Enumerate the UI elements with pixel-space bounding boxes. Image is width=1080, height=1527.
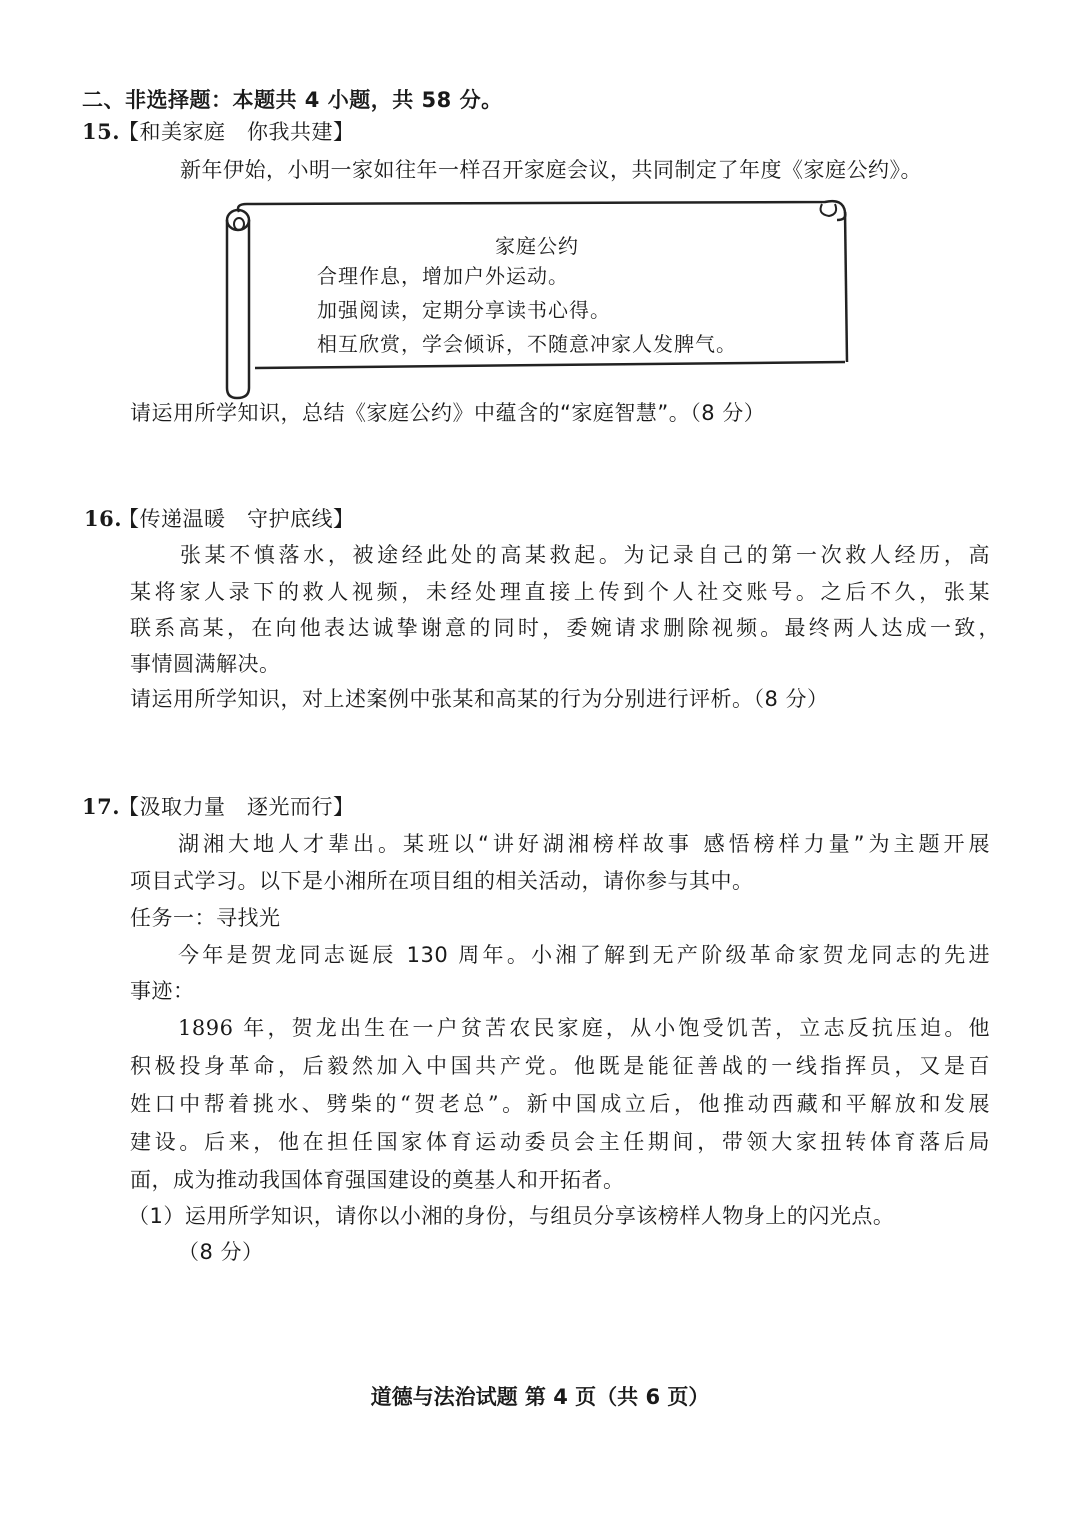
scroll-item: 合理作息，增加户外运动。 [317, 264, 569, 288]
q15-question: 请运用所学知识，总结《家庭公约》中蕴含的“家庭智慧”。（8 分） [130, 401, 766, 425]
q16-paragraph-line: 联系高某，在向他表达诚挚谢意的同时，委婉请求删除视频。最终两人达成一致， [130, 616, 1000, 640]
q16-paragraph-line: 某将家人录下的救人视频，未经处理直接上传到个人社交账号。之后不久，张某 [130, 580, 990, 604]
q16-paragraph-line: 张某不慎落水，被途经此处的高某救起。为记录自己的第一次救人经历，高 [180, 543, 990, 567]
q17-story-line: 积极投身革命，后毅然加入中国共产党。他既是能征善战的一线指挥员，又是百 [130, 1054, 990, 1078]
q17-story-line: 建设。后来，他在担任国家体育运动委员会主任期间，带领大家扭转体育落后局 [130, 1130, 990, 1154]
scroll-item: 加强阅读，定期分享读书心得。 [317, 298, 611, 322]
q15-title: 【和美家庭 你我共建】 [118, 120, 355, 144]
q16-title: 【传递温暖 守护底线】 [118, 507, 355, 531]
q17-story-line: 面，成为推动我国体育强国建设的奠基人和开拓者。 [130, 1168, 625, 1192]
q17-story-line: 1896 年，贺龙出生在一户贫苦农民家庭，从小饱受饥苦，立志反抗压迫。他 [178, 1016, 990, 1040]
scroll-item: 相互欣赏，学会倾诉，不随意冲家人发脾气。 [317, 332, 737, 356]
scroll-frame-icon [215, 190, 855, 400]
q17-intro-line: 湖湘大地人才辈出。某班以“讲好湖湘榜样故事 感悟榜样力量”为主题开展 [178, 832, 990, 856]
q17-number: 17. [82, 794, 121, 819]
q17-task: 任务一：寻找光 [130, 906, 281, 930]
family-pact-scroll [215, 190, 855, 400]
q17-story-line: 姓口中帮着挑水、劈柴的“贺老总”。新中国成立后，他推动西藏和平解放和发展 [130, 1092, 990, 1116]
q16-question: 请运用所学知识，对上述案例中张某和高某的行为分别进行评析。（8 分） [130, 687, 829, 711]
q17-context-line: 今年是贺龙同志诞辰 130 周年。小湘了解到无产阶级革命家贺龙同志的先进 [178, 943, 990, 967]
q15-intro: 新年伊始，小明一家如往年一样召开家庭会议，共同制定了年度《家庭公约》。 [180, 158, 922, 182]
page-footer: 道德与法治试题 第 4 页（共 6 页） [370, 1385, 710, 1409]
q16-paragraph-line: 事情圆满解决。 [130, 652, 281, 676]
scroll-title: 家庭公约 [495, 234, 579, 258]
q17-intro-line: 项目式学习。以下是小湘所在项目组的相关活动，请你参与其中。 [130, 869, 754, 893]
q15-number: 15. [82, 119, 121, 144]
q17-context-line: 事迹： [130, 979, 195, 1003]
q17-title: 【汲取力量 逐光而行】 [118, 795, 355, 819]
section-header: 二、非选择题：本题共 4 小题，共 58 分。 [82, 88, 503, 112]
q16-number: 16. [84, 506, 123, 531]
q17-sub-score: （8 分） [178, 1240, 264, 1264]
q17-sub-question: （1）运用所学知识，请你以小湘的身份，与组员分享该榜样人物身上的闪光点。 [128, 1204, 895, 1228]
